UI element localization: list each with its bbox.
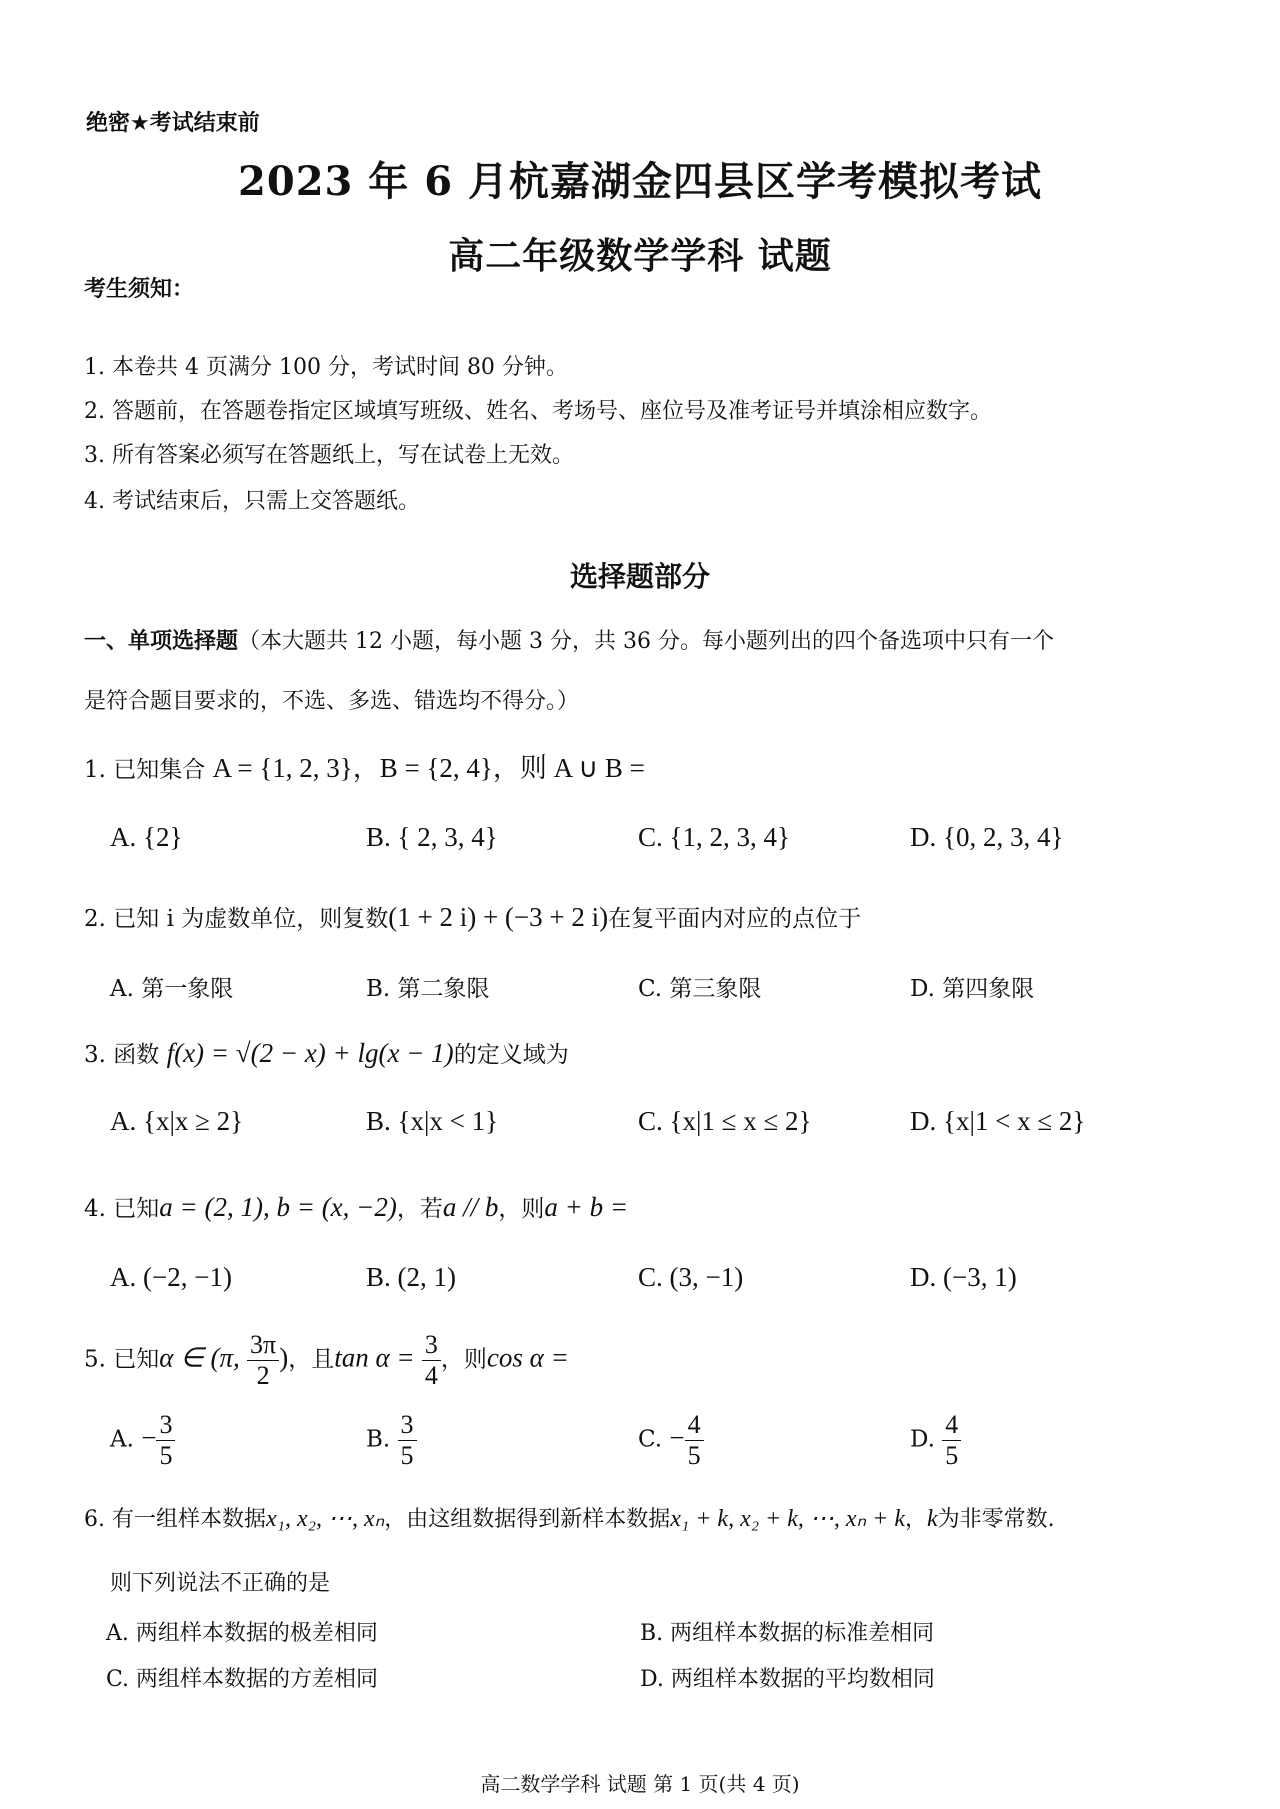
question-5-prefix: 5. 已知 [84,1346,160,1373]
question-4-option-a[interactable] [110,1262,232,1293]
question-1-math: A = {1, 2, 3}，B = {2, 4}，则 A ∪ B = [212,753,645,783]
option-text: C. {1, 2, 3, 4} [638,822,790,852]
question-3-option-c[interactable] [638,1106,811,1137]
fraction-denominator: 4 [424,1361,438,1390]
option-text: A. (−2, −1) [110,1262,232,1292]
option-sign: − [141,1422,157,1453]
question-5-close: ) [279,1342,289,1373]
question-6-option-c[interactable]: C. 两组样本数据的方差相同 [106,1667,379,1692]
option-text: C. (3, −1) [638,1262,744,1292]
question-6-option-d[interactable]: D. 两组样本数据的平均数相同 [640,1667,935,1692]
question-1-prefix: 1. 已知集合 [84,757,213,783]
question-4-result: a + b = [544,1192,629,1222]
part-label: 一、单项选择题 [84,629,239,654]
question-4-option-d[interactable] [910,1262,1017,1293]
question-6-k: k [926,1506,938,1532]
question-1-option-a[interactable] [110,822,182,853]
question-5-tan-fraction [422,1330,441,1391]
question-5-tan: tan α = [334,1342,415,1373]
fraction-numerator: 3 [156,1410,175,1441]
question-6-data1: x₁, x₂, ⋯, xₙ [265,1506,385,1532]
question-1-option-c[interactable] [638,822,790,853]
option-text: D. {0, 2, 3, 4} [910,822,1064,852]
question-3-option-d[interactable] [910,1106,1085,1137]
fraction-numerator: 3 [422,1330,441,1361]
question-4-prefix: 4. 已知 [84,1196,160,1222]
question-3-suffix: 的定义域为 [453,1042,569,1068]
question-4-condition: a // b [442,1192,499,1222]
question-4-mid: ，若 [396,1196,443,1222]
question-6-text-d: 为非零常数. [937,1507,1055,1532]
option-fraction [398,1410,417,1471]
option-text: B. (2, 1) [366,1262,456,1292]
fraction-denominator: 5 [159,1441,173,1470]
question-3-option-a[interactable] [110,1106,243,1137]
option-label: B. [366,1426,391,1453]
question-3-option-b[interactable] [366,1106,498,1137]
question-1-option-d[interactable] [910,822,1063,853]
fraction-denominator: 5 [400,1441,414,1470]
question-2-math: (1 + 2 i) + (−3 + 2 i) [388,902,609,932]
question-2-option-b[interactable]: B. 第二象限 [366,976,490,1002]
fraction-denominator: 2 [256,1361,270,1390]
option-label: C. [638,1426,663,1453]
question-4-then: ，则 [498,1196,545,1222]
question-6-option-b[interactable]: B. 两组样本数据的标准差相同 [640,1621,935,1646]
question-5-stem [84,1330,569,1391]
question-5-interval: α ∈ (π, [159,1342,240,1373]
option-text: A. {2} [110,822,183,852]
exam-subtitle: 高二年级数学学科 试题 [448,235,832,277]
fraction-denominator: 5 [945,1441,959,1470]
question-6-text-b: ，由这组数据得到新样本数据 [384,1507,671,1532]
option-fraction [685,1410,704,1471]
question-5-option-c[interactable] [638,1410,704,1471]
fraction-denominator: 5 [687,1441,701,1470]
option-label: A. [110,1426,134,1453]
option-text: C. {x|1 ≤ x ≤ 2} [638,1106,812,1136]
question-4-vectors: a = (2, 1), b = (x, −2) [159,1192,397,1222]
question-5-option-d[interactable] [910,1410,961,1471]
question-1-stem [84,746,645,785]
question-5-and: ，且 [288,1346,335,1373]
notice-item: 1. 本卷共 4 页满分 100 分，考试时间 80 分钟。 [84,355,568,380]
exam-title: 2023 年 6 月杭嘉湖金四县区学考模拟考试 [238,158,1042,205]
option-fraction [156,1410,175,1471]
question-2-stem [84,900,861,933]
option-text: D. (−3, 1) [910,1262,1017,1292]
option-text: D. {x|1 < x ≤ 2} [910,1106,1086,1136]
option-text: B. {x|x < 1} [366,1106,499,1136]
question-4-stem [84,1190,628,1223]
question-6-data2: x₁ + k, x₂ + k, ⋯, xₙ + k [670,1506,905,1532]
notice-item: 3. 所有答案必须写在答题纸上，写在试卷上无效。 [84,443,574,468]
page-footer: 高二数学学科 试题 第 1 页(共 4 页) [480,1772,800,1796]
question-4-option-c[interactable] [638,1262,743,1293]
option-text: A. {x|x ≥ 2} [110,1106,244,1136]
question-6-text-c: ， [904,1507,927,1532]
question-2-text-a: 2. 已知 i 为虚数单位，则复数 [84,906,389,932]
part-description: （本大题共 12 小题，每小题 3 分，共 36 分。每小题列出的四个备选项中只有一个 [238,629,1054,654]
option-fraction [942,1410,961,1471]
part-instructions-line2: 是符合题目要求的，不选、多选、错选均不得分。） [84,689,580,714]
question-3-stem [84,1036,569,1069]
question-1-option-b[interactable] [366,822,498,853]
fraction-numerator: 3π [247,1330,279,1361]
option-sign: − [669,1422,685,1453]
question-2-option-d[interactable]: D. 第四象限 [910,976,1035,1002]
question-5-fraction [247,1330,279,1391]
question-6-text-a: 6. 有一组样本数据 [84,1507,266,1532]
question-6-option-a[interactable]: A. 两组样本数据的极差相同 [106,1621,378,1646]
question-2-option-a[interactable]: A. 第一象限 [110,976,234,1002]
fraction-numerator: 4 [685,1410,704,1441]
confidential-label: 绝密★考试结束前 [86,111,260,136]
question-4-option-b[interactable] [366,1262,456,1293]
question-6-stem-line2: 则下列说法不正确的是 [110,1571,331,1596]
question-5-option-b[interactable] [366,1410,417,1471]
option-text: B. { 2, 3, 4} [366,822,498,852]
question-5-option-a[interactable] [110,1410,175,1471]
fraction-numerator: 3 [398,1410,417,1441]
part-instructions-line1 [84,624,1054,655]
notice-heading: 考生须知： [84,277,195,302]
option-label: D. [910,1426,935,1453]
question-2-text-b: 在复平面内对应的点位于 [608,906,862,932]
question-6-stem [84,1502,1055,1533]
question-3-prefix: 3. 函数 [84,1042,167,1068]
question-5-then: ，则 [440,1346,487,1373]
section-title: 选择题部分 [569,560,710,593]
question-3-math: f(x) = √(2 − x) + lg(x − 1) [166,1038,454,1068]
question-5-cos: cos α = [486,1342,569,1373]
notice-item: 4. 考试结束后，只需上交答题纸。 [84,489,420,514]
fraction-numerator: 4 [942,1410,961,1441]
notice-item: 2. 答题前，在答题卷指定区域填写班级、姓名、考场号、座位号及准考证号并填涂相应数字。 [84,399,992,424]
question-2-option-c[interactable]: C. 第三象限 [638,976,762,1002]
